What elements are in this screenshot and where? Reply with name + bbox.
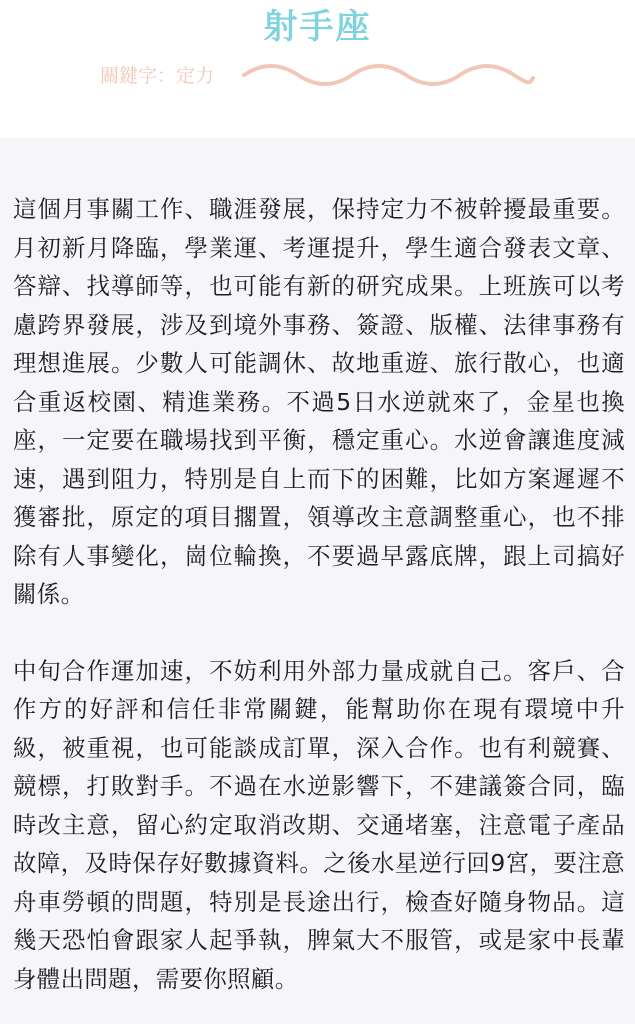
- header-section: [0, 0, 635, 138]
- keyword-label: 關鍵字：定力: [100, 65, 215, 87]
- zodiac-title: 射手座: [263, 7, 372, 47]
- wave-divider-icon: [240, 60, 536, 90]
- wave-line: [244, 66, 533, 84]
- article-body: [13, 190, 625, 998]
- paragraph-career: 這個月事關工作、職涯發展，保持定力不被幹擾最重要。月初新月降臨，學業運、考運提升，學生適合發表文章、答辯、找導師等，也可能有新的研究成果。上班族可以考慮跨界發展，涉及到境外事務、簽證、版權、法律事務有理想進展。少數人可能調休、故地重遊、旅行散心，也適合重返校園、精進業務。不過5日水逆就來了，金星也換座，一定要在職場找到平衡，穩定重心。水逆會讓進度減速，遇到阻力，特別是自上而下的困難，比如方案遲遲不獲審批，原定的項目擱置，領導改主意調整重心，也不排除有人事變化，崗位輪換，不要過早露底牌，跟上司搞好關係。: [13, 195, 625, 608]
- paragraph-cooperation: 中旬合作運加速，不妨利用外部力量成就自己。客戶、合作方的好評和信任非常關鍵，能幫助你在現有環境中升級，被重視，也可能談成訂單，深入合作。也有利競賽、競標，打敗對手。不過在水逆影響下，不建議簽合同，臨時改主意，留心約定取消改期、交通堵塞，注意電子產品故障，及時保存好數據資料。之後水星逆行回9宮，要注意舟車勞頓的問題，特別是長途出行，檢查好隨身物品。這幾天恐怕會跟家人起爭執，脾氣大不服管，或是家中長輩身體出問題，需要你照顧。: [13, 656, 625, 993]
